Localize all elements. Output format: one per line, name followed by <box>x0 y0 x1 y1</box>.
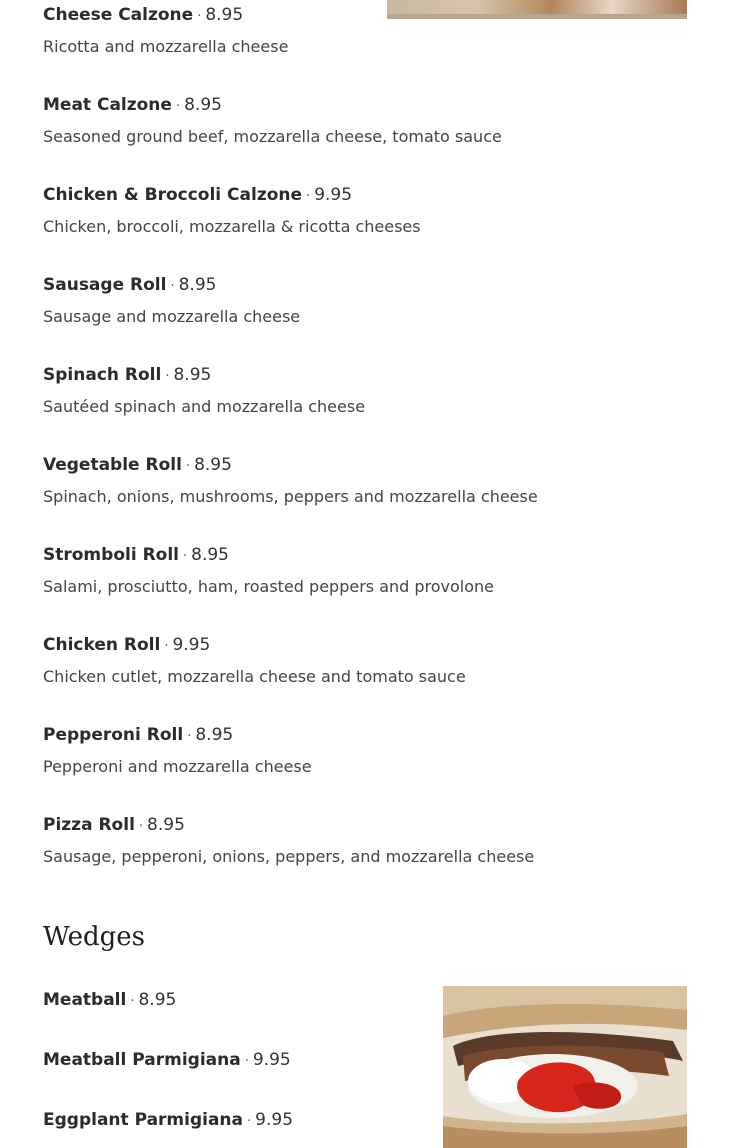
wedge-sandwich-image <box>443 986 687 1148</box>
menu-item-price: 8.95 <box>138 990 177 1010</box>
menu-item-price: 8.95 <box>147 815 185 835</box>
menu-item <box>43 360 563 450</box>
menu-item-name: Cheese Calzone <box>43 5 194 25</box>
menu-item-name: Sausage Roll <box>43 275 167 295</box>
price-separator: · <box>138 819 144 834</box>
price-separator: · <box>244 1054 249 1069</box>
menu-item-price: 8.95 <box>178 275 217 295</box>
menu-item <box>43 987 423 1047</box>
menu-item-description: Sausage and mozzarella cheese <box>43 307 301 326</box>
menu-item <box>43 1107 423 1148</box>
menu-item-description: Salami, prosciutto, ham, roasted peppers and provolone <box>43 577 495 596</box>
price-separator: · <box>183 549 188 564</box>
price-separator: · <box>306 189 311 204</box>
menu-item-price: 8.95 <box>195 725 234 745</box>
menu-item-description: Sautéed spinach and mozzarella cheese <box>43 397 366 416</box>
price-separator: · <box>187 729 192 744</box>
menu-item-name: Pepperoni Roll <box>43 725 184 745</box>
menu-item-header <box>43 1048 423 1074</box>
menu-item-price: 8.95 <box>184 95 222 115</box>
menu-item-description: Seasoned ground beef, mozzarella cheese, tomato sauce <box>43 127 502 146</box>
menu-item-header <box>43 363 563 389</box>
menu-item-header <box>43 1108 423 1134</box>
menu-item-name: Spinach Roll <box>43 365 162 385</box>
menu-item-name: Meatball Parmigiana <box>43 1050 241 1070</box>
menu-item-name: Stromboli Roll <box>43 545 179 565</box>
menu-item <box>43 450 563 540</box>
menu-item-price: 9.95 <box>172 635 211 655</box>
menu-item <box>43 540 563 630</box>
price-separator: · <box>170 279 175 294</box>
menu-item-price: 8.95 <box>191 545 229 565</box>
menu-item-description: Spinach, onions, mushrooms, peppers and mozzarella cheese <box>43 487 538 506</box>
menu-item-name: Chicken Roll <box>43 635 161 655</box>
menu-item-name: Meat Calzone <box>43 95 172 115</box>
menu-item <box>43 90 563 180</box>
menu-item <box>43 180 563 270</box>
menu-item <box>43 630 563 720</box>
calzones-rolls-list <box>43 0 563 900</box>
menu-item-header <box>43 543 563 569</box>
menu-item <box>43 0 563 90</box>
menu-item <box>43 810 563 900</box>
menu-item-header <box>43 273 563 299</box>
menu-item-name: Pizza Roll <box>43 815 135 835</box>
menu-item-name: Vegetable Roll <box>43 455 182 475</box>
menu-item <box>43 270 563 360</box>
menu-item-header <box>43 723 563 749</box>
menu-item-description: Pepperoni and mozzarella cheese <box>43 757 312 776</box>
menu-item <box>43 720 563 810</box>
menu-item <box>43 1047 423 1107</box>
section-title-wedges: Wedges <box>43 922 146 952</box>
menu-item-header <box>43 813 563 839</box>
menu-item-price: 8.95 <box>194 455 232 475</box>
menu-item-price: 9.95 <box>252 1050 291 1070</box>
menu-item-description: Chicken, broccoli, mozzarella & ricotta cheeses <box>43 217 421 236</box>
price-separator: · <box>130 994 135 1009</box>
price-separator: · <box>175 99 181 114</box>
menu-item-description: Ricotta and mozzarella cheese <box>43 37 289 56</box>
wedges-list <box>43 987 423 1148</box>
price-separator: · <box>185 459 191 474</box>
menu-item-price: 8.95 <box>205 5 244 25</box>
menu-item-header <box>43 633 563 659</box>
menu-item-description: Sausage, pepperoni, onions, peppers, and mozzarella cheese <box>43 847 535 866</box>
price-separator: · <box>164 639 169 654</box>
menu-item-name: Eggplant Parmigiana <box>43 1110 244 1130</box>
menu-item-name: Meatball <box>43 990 127 1010</box>
menu-item-description: Chicken cutlet, mozzarella cheese and tomato sauce <box>43 667 466 686</box>
menu-item-price: 9.95 <box>314 185 353 205</box>
menu-item-header <box>43 988 423 1014</box>
menu-item-price: 9.95 <box>255 1110 294 1130</box>
menu-item-header <box>43 453 563 479</box>
price-separator: · <box>247 1114 252 1129</box>
wedge-sandwich-photo <box>443 986 687 1148</box>
menu-item-name: Chicken & Broccoli Calzone <box>43 185 303 205</box>
menu-item-price: 8.95 <box>173 365 212 385</box>
menu-item-header <box>43 183 563 209</box>
price-separator: · <box>197 9 202 24</box>
menu-item-header <box>43 93 563 119</box>
price-separator: · <box>165 369 170 384</box>
menu-item-header <box>43 3 563 29</box>
